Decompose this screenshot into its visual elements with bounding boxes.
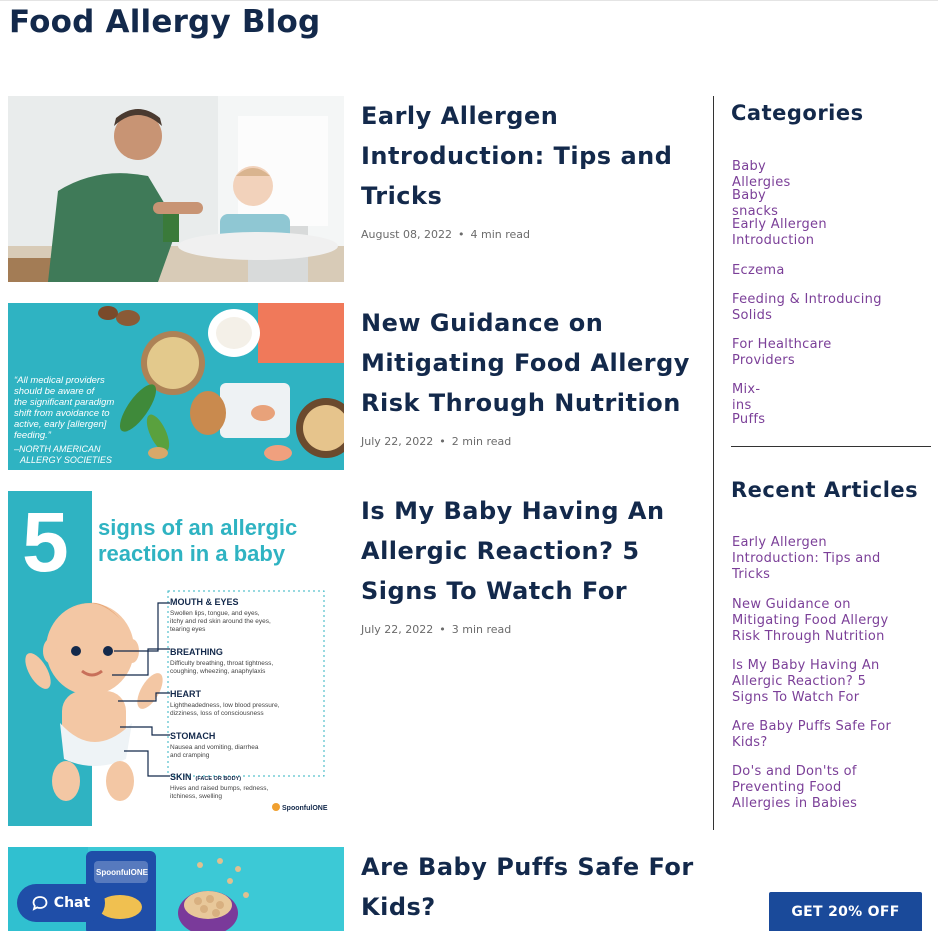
- chat-button[interactable]: [17, 884, 105, 922]
- image-brand: SpoonfulONE: [96, 868, 148, 877]
- image-number: 5: [22, 495, 69, 589]
- category-link[interactable]: For Healthcare Providers: [732, 337, 832, 368]
- article-meta: [361, 623, 701, 636]
- svg-text:itchiness, swelling: itchiness, swelling: [170, 793, 223, 800]
- svg-text:BREATHING: BREATHING: [170, 647, 223, 657]
- svg-text:Swollen lips, tongue, and eyes: Swollen lips, tongue, and eyes,: [170, 610, 260, 617]
- article-meta: [361, 228, 701, 241]
- svg-text:itchy and red skin around the: itchy and red skin around the eyes,: [170, 618, 271, 625]
- separator-dot: •: [439, 623, 446, 636]
- sidebar-separator: [731, 446, 931, 447]
- svg-text:coughing, wheezing, anaphylaxi: coughing, wheezing, anaphylaxis: [170, 668, 266, 675]
- article-card[interactable]: [8, 491, 698, 826]
- category-link[interactable]: Puffs: [732, 412, 766, 427]
- sidebar-divider: [713, 96, 714, 830]
- discount-button[interactable]: GET 20% OFF: [769, 892, 922, 931]
- article-title[interactable]: Are Baby Puffs Safe For Kids?: [361, 853, 694, 921]
- recent-articles-heading: Recent Articles: [731, 478, 919, 502]
- image-logo: SpoonfulONE: [282, 805, 328, 812]
- svg-text:HEART: HEART: [170, 689, 201, 699]
- category-link[interactable]: Mix-ins: [732, 382, 761, 413]
- article-image[interactable]: [8, 491, 344, 826]
- chat-label: Chat: [53, 895, 91, 911]
- categories-heading: Categories: [731, 101, 864, 125]
- article-card[interactable]: [8, 303, 698, 470]
- svg-text:MOUTH & EYES: MOUTH & EYES: [170, 597, 239, 607]
- recent-article-link[interactable]: Early Allergen Introduction: Tips and Tricks: [732, 535, 881, 582]
- article-meta: [361, 435, 701, 448]
- article-date: July 22, 2022: [361, 435, 434, 448]
- category-link[interactable]: Early Allergen Introduction: [732, 217, 827, 248]
- recent-article-link[interactable]: New Guidance on Mitigating Food Allergy Risk Through Nutrition: [732, 597, 889, 644]
- separator-dot: •: [439, 435, 446, 448]
- read-time: 3 min read: [451, 623, 512, 636]
- top-divider: [0, 0, 938, 1]
- image-quote: “All medical providers should be aware of the significant paradigm shift from avoidance to active, early [allergen] feeding.”: [14, 375, 115, 441]
- recent-article-link[interactable]: Is My Baby Having An Allergic Reaction? 5 Signs To Watch For: [732, 658, 880, 705]
- article-card[interactable]: [8, 847, 698, 931]
- article-card[interactable]: [8, 96, 698, 282]
- article-date: August 08, 2022: [361, 228, 452, 241]
- image-quote-source: –NORTH AMERICAN ALLERGY SOCIETIES: [14, 444, 112, 465]
- article-title[interactable]: Is My Baby Having An Allergic Reaction? 5 Signs To Watch For: [361, 497, 665, 605]
- category-link[interactable]: Feeding & Introducing Solids: [732, 292, 882, 323]
- category-link[interactable]: Baby snacks: [732, 188, 779, 219]
- article-title[interactable]: New Guidance on Mitigating Food Allergy Risk Through Nutrition: [361, 309, 690, 417]
- svg-text:and cramping: and cramping: [170, 752, 210, 759]
- svg-text:dizziness, loss of consciousne: dizziness, loss of consciousness: [170, 710, 264, 717]
- read-time: 2 min read: [451, 435, 512, 448]
- separator-dot: •: [457, 228, 465, 241]
- read-time: 4 min read: [470, 228, 530, 241]
- recent-article-link[interactable]: Are Baby Puffs Safe For Kids?: [732, 719, 892, 750]
- svg-text:tearing eyes: tearing eyes: [170, 626, 206, 633]
- svg-text:Hives and raised bumps, rednes: Hives and raised bumps, redness,: [170, 785, 269, 792]
- recent-article-link[interactable]: Do's and Don'ts of Preventing Food Allergies in Babies: [732, 764, 858, 811]
- svg-text:STOMACH: STOMACH: [170, 731, 216, 741]
- image-heading: signs of an allergic reaction in a baby: [98, 515, 298, 566]
- article-date: July 22, 2022: [361, 623, 434, 636]
- svg-text:Lightheadedness, low blood pre: Lightheadedness, low blood pressure,: [170, 702, 280, 709]
- svg-text:Nausea and vomiting, diarrhea: Nausea and vomiting, diarrhea: [170, 744, 259, 751]
- article-title[interactable]: Early Allergen Introduction: Tips and Tricks: [361, 102, 673, 210]
- page-title: Food Allergy Blog: [9, 4, 321, 40]
- category-link[interactable]: Eczema: [732, 263, 785, 278]
- chat-bubble-icon: [32, 895, 48, 911]
- svg-text:Difficulty breathing, throat t: Difficulty breathing, throat tightness,: [170, 660, 274, 667]
- article-image[interactable]: [8, 303, 344, 470]
- category-link[interactable]: Baby Allergies: [732, 159, 791, 190]
- article-image[interactable]: [8, 96, 344, 282]
- svg-text:SKIN(FACE OR BODY): SKIN (FACE OR BODY): [170, 772, 242, 782]
